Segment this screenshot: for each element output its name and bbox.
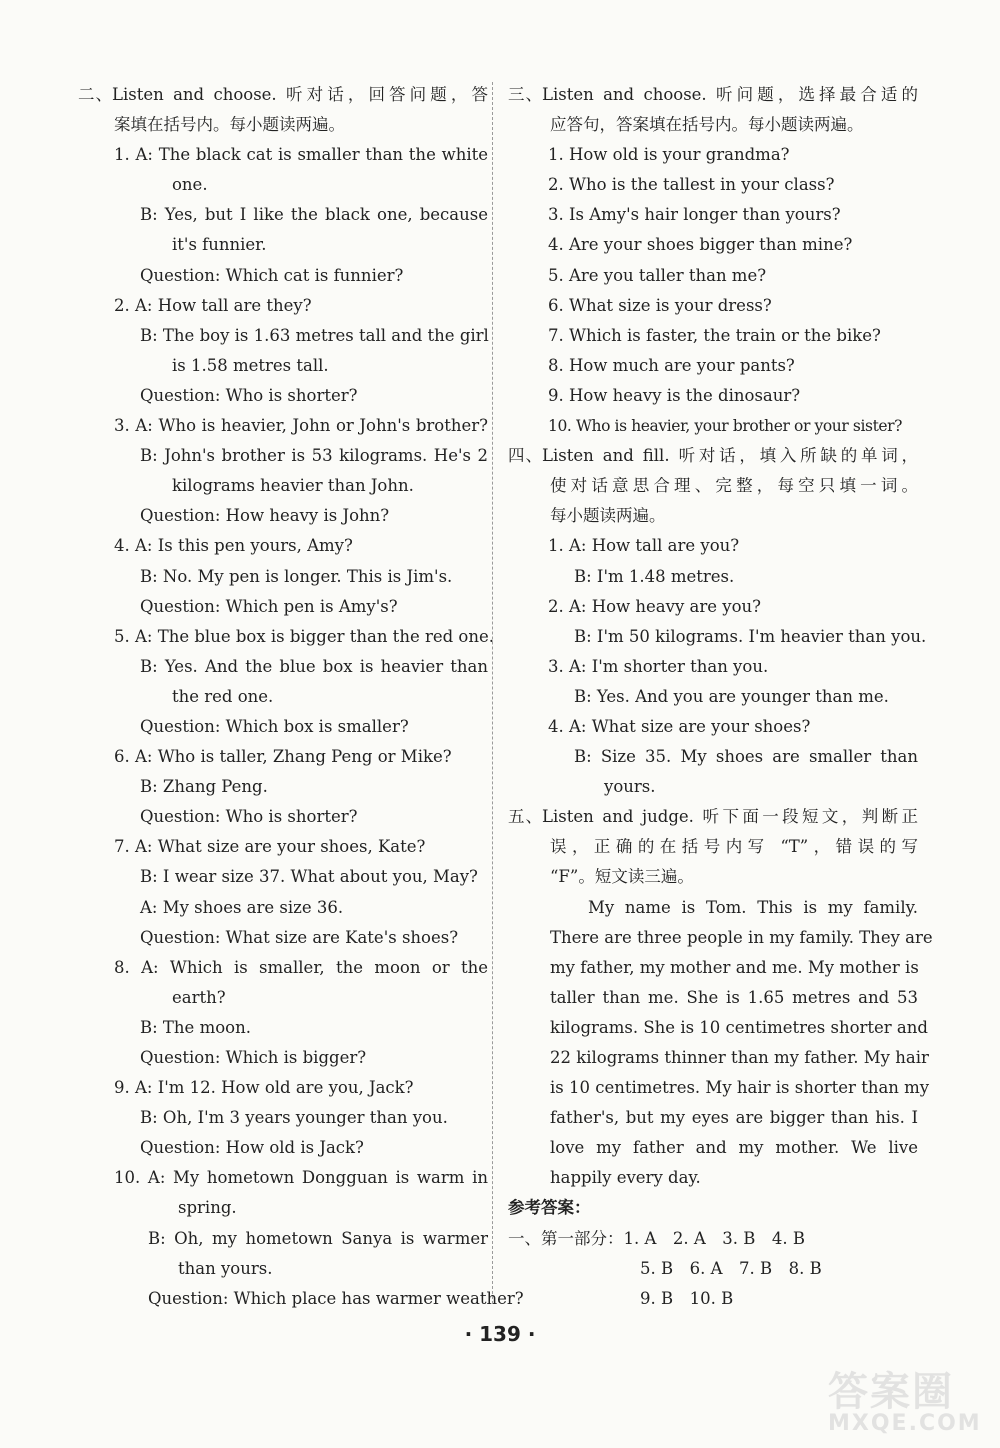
section-4-heading: 四、Listen and fill. 听对话，填入所缺的单词，: [508, 446, 918, 466]
list-item: than yours.: [178, 1258, 273, 1278]
list-item: Question: What size are Kate's shoes?: [140, 927, 459, 947]
answers-line: 9. B 10. B: [640, 1288, 734, 1308]
list-item: 2. Who is the tallest in your class?: [548, 175, 835, 195]
list-item: kilograms heavier than John.: [172, 476, 414, 496]
passage-line: love my father and my mother. We live: [550, 1138, 918, 1158]
list-item: 5. A: The blue box is bigger than the red one.: [114, 626, 494, 646]
list-item: 2. A: How tall are they?: [114, 295, 312, 315]
list-item: 9. How heavy is the dinosaur?: [548, 385, 801, 405]
list-item: B: I'm 1.48 metres.: [574, 566, 735, 586]
passage-line: father's, but my eyes are bigger than his. I: [550, 1108, 918, 1128]
list-item: the red one.: [172, 686, 274, 706]
list-item: B: Yes. And you are younger than me.: [574, 686, 889, 706]
list-item: B: Oh, my hometown Sanya is warmer: [148, 1228, 488, 1248]
list-item: spring.: [178, 1198, 237, 1218]
list-item: 1. A: How tall are you?: [548, 536, 740, 556]
list-item: 7. A: What size are your shoes, Kate?: [114, 837, 426, 857]
list-item: Question: How heavy is John?: [140, 506, 390, 526]
list-item: 3. A: Who is heavier, John or John's brother?: [114, 416, 488, 436]
left-column: [78, 80, 524, 1314]
list-item: B: Yes. And the blue box is heavier than: [140, 656, 488, 676]
list-item: earth?: [172, 987, 226, 1007]
list-item: B: No. My pen is longer. This is Jim's.: [140, 566, 453, 586]
list-item: Question: Which cat is funnier?: [140, 265, 404, 285]
watermark-en: MXQE.COM: [828, 1411, 982, 1436]
answers-line: 一、第一部分：1. A 2. A 3. B 4. B: [508, 1228, 806, 1248]
answers-title: 参考答案：: [508, 1198, 591, 1218]
list-item: 1. A: The black cat is smaller than the white: [114, 145, 488, 165]
list-item: Question: Which pen is Amy's?: [140, 596, 398, 616]
list-item: B: Yes, but I like the black one, because: [140, 205, 488, 225]
list-item: 5. Are you taller than me?: [548, 265, 767, 285]
section-3-heading-cont: 应答句，答案填在括号内。每小题读两遍。: [550, 115, 864, 135]
list-item: B: John's brother is 53 kilograms. He's 2: [140, 446, 488, 466]
list-item: Question: Which is bigger?: [140, 1048, 367, 1067]
list-item: B: The moon.: [140, 1017, 251, 1037]
list-item: yours.: [604, 777, 656, 797]
section-4-heading-cont: 使对话意思合理、完整，每空只填一词。: [550, 476, 918, 496]
right-column: [508, 80, 933, 1314]
section-5-heading-cont: “F”。短文读三遍。: [550, 867, 694, 887]
list-item: B: The boy is 1.63 metres tall and the girl: [140, 325, 489, 345]
list-item: Question: Which box is smaller?: [140, 716, 409, 736]
list-item: 4. A: Is this pen yours, Amy?: [114, 536, 353, 556]
section-2-heading: 二、Listen and choose. 听对话，回答问题，答: [78, 85, 488, 104]
list-item: 7. Which is faster, the train or the bike?: [548, 325, 881, 345]
list-item: 4. Are your shoes bigger than mine?: [548, 235, 853, 255]
passage-line: is 10 centimetres. My hair is shorter than my: [550, 1078, 930, 1098]
list-item: Question: Which place has warmer weather?: [148, 1288, 524, 1308]
passage-line: my father, my mother and me. My mother is: [550, 957, 919, 977]
list-item: Question: How old is Jack?: [140, 1138, 364, 1158]
list-item: 10. Who is heavier, your brother or your sister?: [548, 417, 903, 436]
section-4-heading-cont: 每小题读两遍。: [550, 506, 666, 526]
passage-line: taller than me. She is 1.65 metres and 53: [550, 987, 918, 1007]
page-number: · 139 ·: [464, 1322, 536, 1346]
list-item: 8. A: Which is smaller, the moon or the: [114, 957, 488, 977]
list-item: 3. A: I'm shorter than you.: [548, 656, 769, 676]
list-item: B: I wear size 37. What about you, May?: [140, 867, 478, 887]
passage-line: kilograms. She is 10 centimetres shorter and: [550, 1017, 928, 1037]
list-item: one.: [172, 175, 208, 195]
passage-line: My name is Tom. This is my family.: [588, 897, 918, 917]
passage-line: 22 kilograms thinner than my father. My hair: [550, 1048, 929, 1067]
list-item: 4. A: What size are your shoes?: [548, 716, 811, 736]
section-5-heading-cont: 误，正确的在括号内写 “T”，错误的写: [550, 837, 918, 857]
answers-line: 5. B 6. A 7. B 8. B: [640, 1258, 822, 1278]
watermark-logo: [828, 1360, 988, 1440]
list-item: 10. A: My hometown Dongguan is warm in: [114, 1168, 488, 1188]
passage-line: happily every day.: [550, 1168, 701, 1188]
list-item: is 1.58 metres tall.: [172, 355, 329, 375]
section-5-heading: 五、Listen and judge. 听下面一段短文，判断正: [508, 807, 918, 827]
list-item: 2. A: How heavy are you?: [548, 596, 761, 616]
watermark-cn: 答案圈: [828, 1369, 954, 1415]
list-item: 1. How old is your grandma?: [548, 145, 790, 165]
list-item: 6. What size is your dress?: [548, 295, 772, 315]
section-3-heading: 三、Listen and choose. 听问题，选择最合适的: [508, 85, 918, 104]
section-2-heading-cont: 案填在括号内。每小题读两遍。: [114, 115, 345, 135]
list-item: A: My shoes are size 36.: [140, 897, 344, 917]
list-item: Question: Who is shorter?: [140, 385, 358, 405]
list-item: Question: Who is shorter?: [140, 807, 358, 827]
list-item: B: Oh, I'm 3 years younger than you.: [140, 1108, 448, 1128]
passage-line: There are three people in my family. They are: [550, 927, 933, 947]
list-item: B: Zhang Peng.: [140, 777, 268, 797]
list-item: 6. A: Who is taller, Zhang Peng or Mike?: [114, 747, 452, 767]
column-divider: [492, 82, 493, 1304]
list-item: 9. A: I'm 12. How old are you, Jack?: [114, 1078, 414, 1098]
list-item: 8. How much are your pants?: [548, 355, 795, 375]
list-item: B: Size 35. My shoes are smaller than: [574, 747, 918, 767]
list-item: it's funnier.: [172, 235, 267, 255]
list-item: 3. Is Amy's hair longer than yours?: [548, 205, 841, 225]
list-item: B: I'm 50 kilograms. I'm heavier than you.: [574, 626, 927, 646]
